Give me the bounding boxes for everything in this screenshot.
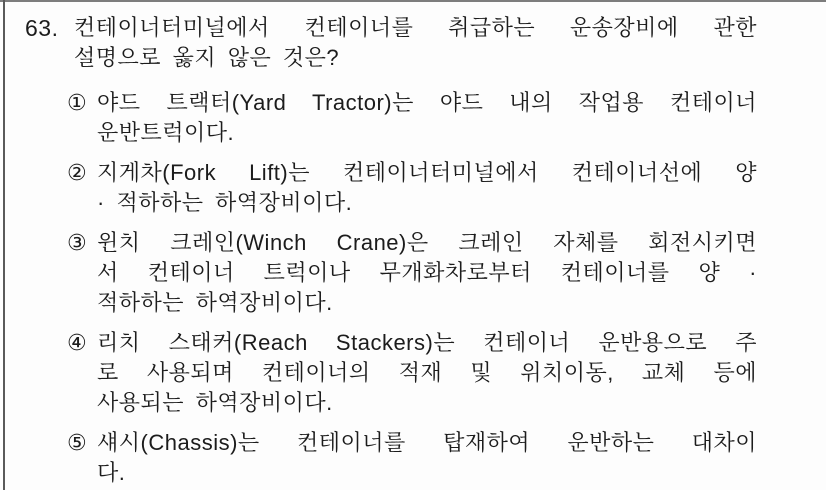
option-line: · 적하하는 하역장비이다. <box>97 190 353 215</box>
option-5-text <box>97 428 757 488</box>
question-number: 63. <box>25 15 59 41</box>
question-line: 설명으로 옳지 않은 것은? <box>74 45 340 70</box>
question-text <box>74 13 757 73</box>
option-line: 서 컨테이너 트럭이나 무개화차로부터 컨테이너를 양 · <box>97 260 757 285</box>
exam-question-block <box>25 13 757 488</box>
question-line: 컨테이너터미널에서 컨테이너를 취급하는 운송장비에 관한 <box>74 15 757 40</box>
option-line: 야드 트랙터(Yard Tractor)는 야드 내의 작업용 컨테이너 <box>97 90 757 115</box>
option-1-text <box>97 88 757 148</box>
option-line: 다. <box>97 460 126 485</box>
option-4 <box>67 328 757 418</box>
question-row <box>25 13 757 73</box>
option-line: 로 사용되며 컨테이너의 적재 및 위치이동, 교체 등에 <box>97 360 757 385</box>
option-4-text <box>97 328 757 418</box>
option-1 <box>67 88 757 148</box>
option-line: 섀시(Chassis)는 컨테이너를 탑재하여 운반하는 대차이 <box>97 430 757 455</box>
option-1-marker: ① <box>67 90 87 115</box>
option-line: 윈치 크레인(Winch Crane)은 크레인 자체를 회전시키면 <box>97 230 757 255</box>
option-2-marker: ② <box>67 160 87 185</box>
option-3-text <box>97 228 757 318</box>
option-line: 사용되는 하역장비이다. <box>97 390 333 415</box>
option-4-marker: ④ <box>67 330 87 355</box>
table-border-left <box>3 0 5 490</box>
option-2-text <box>97 158 757 218</box>
option-line: 리치 스태커(Reach Stackers)는 컨테이너 운반용으로 주 <box>97 330 757 355</box>
option-5-marker: ⑤ <box>67 430 87 455</box>
table-border-top <box>0 0 826 2</box>
option-3 <box>67 228 757 318</box>
option-2 <box>67 158 757 218</box>
option-line: 적하하는 하역장비이다. <box>97 290 333 315</box>
option-line: 운반트럭이다. <box>97 120 235 145</box>
option-line: 지게차(Fork Lift)는 컨테이너터미널에서 컨테이너선에 양 <box>97 160 757 185</box>
option-5 <box>67 428 757 488</box>
option-3-marker: ③ <box>67 230 87 255</box>
